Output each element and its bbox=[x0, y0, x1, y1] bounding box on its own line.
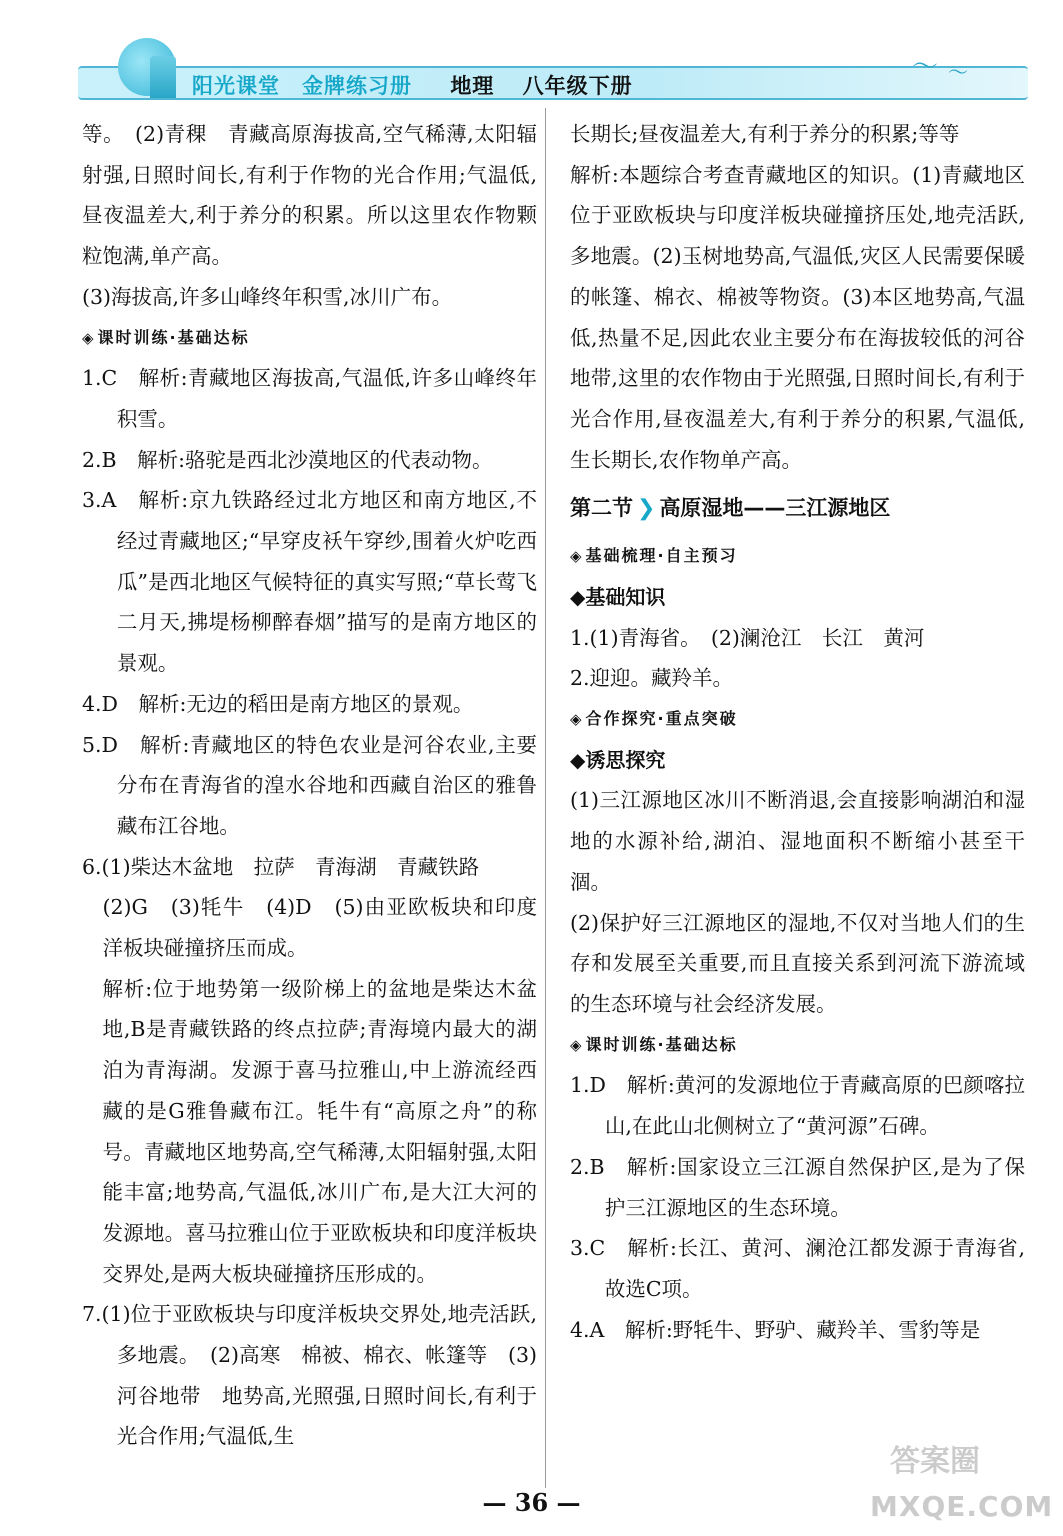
chevron-right-icon: ❯ bbox=[637, 496, 656, 522]
seagull-icon: 〜 bbox=[912, 52, 939, 82]
page-number: — 36 — bbox=[482, 1488, 581, 1517]
answer-item: 1.(1)青海省。 (2)澜沧江 长江 黄河 bbox=[570, 625, 925, 650]
answer-item: 6.(1)柴达木盆地 拉萨 青海湖 青藏铁路 bbox=[82, 854, 480, 879]
brand-title: 阳光课堂 金牌练习册 bbox=[192, 74, 412, 98]
subsection-heading: ◆诱思探究 bbox=[570, 747, 666, 772]
section-bullet-icon: ◈ bbox=[570, 1035, 582, 1054]
answer-item: 2.B 解析:骆驼是西北沙漠地区的代表动物。 bbox=[82, 447, 493, 472]
answer-item: 1.D 解析:黄河的发源地位于青藏高原的巴颜喀拉山,在此山北侧树立了“黄河源”石碑。 bbox=[570, 1073, 1025, 1139]
answer-item: 7.(1)位于亚欧板块与印度洋板块交界处,地壳活跃,多地震。 (2)高寒 棉被、棉衣、帐篷等 (3)河谷地带 地势高,光照强,日照时间长,有利于光合作用;气温低,生 bbox=[82, 1302, 537, 1449]
answer-analysis: 解析:位于地势第一级阶梯上的盆地是柴达木盆地,B是青藏铁路的终点拉萨;青海境内最大的湖泊为青海湖。发源于喜马拉雅山,中上游流经西藏的是G雅鲁藏布江。牦牛有“高原之舟”的称号。青藏地区地势高,空气稀薄,太阳辐射强,太阳能丰富;地势高,气温低,冰川广布,是大江大河的发源地。喜马拉雅山位于亚欧板块和印度洋板块交界处,是两大板块碰撞挤压形成的。 bbox=[102, 976, 537, 1286]
answer-paragraph: (3)海拔高,许多山峰终年积雪,冰川广布。 bbox=[82, 284, 453, 309]
answer-paragraph: (1)三江源地区冰川不断消退,会直接影响湖泊和湿地的水源补给,湖泊、湿地面积不断缩小甚至干涸。 bbox=[570, 788, 1025, 894]
answer-item: 4.A 解析:野牦牛、野驴、藏羚羊、雪豹等是 bbox=[570, 1317, 981, 1342]
subsection-heading: ◆基础知识 bbox=[570, 585, 666, 610]
watermark-logo: 答案圈 bbox=[890, 1444, 980, 1479]
section-heading: ◈ 课时训练·基础达标 bbox=[570, 1034, 738, 1054]
answer-paragraph: 等。 (2)青稞 青藏高原海拔高,空气稀薄,太阳辐射强,日照时间长,有利于作物的光合作用;气温低,昼夜温差大,利于养分的积累。所以这里农作物颗粒饱满,单产高。 bbox=[82, 122, 537, 269]
seagull-icon: 〜 bbox=[948, 60, 968, 84]
column-divider bbox=[545, 108, 546, 1488]
section-heading: ◈ 基础梳理·自主预习 bbox=[570, 546, 738, 566]
answer-item: 5.D 解析:青藏地区的特色农业是河谷农业,主要分布在青海省的湟水谷地和西藏自治区的雅鲁藏布江谷地。 bbox=[82, 732, 537, 838]
answer-continuation: 长期长;昼夜温差大,有利于养分的积累;等等 bbox=[570, 122, 960, 146]
section-bullet-icon: ◈ bbox=[82, 328, 94, 347]
chapter-label: 第二节 bbox=[570, 496, 633, 521]
section-heading: ◈ 课时训练·基础达标 bbox=[82, 327, 250, 347]
chapter-heading bbox=[570, 480, 1025, 536]
subject-label: 地理 bbox=[450, 74, 495, 98]
answer-item: 4.D 解析:无边的稻田是南方地区的景观。 bbox=[82, 691, 474, 716]
section-bullet-icon: ◈ bbox=[570, 547, 582, 566]
left-column bbox=[82, 114, 537, 1457]
header-title bbox=[192, 70, 633, 100]
answer-item: 3.C 解析:长江、黄河、澜沧江都发源于青海省,故选C项。 bbox=[570, 1236, 1025, 1301]
answer-item: 2.B 解析:国家设立三江源自然保护区,是为了保护三江源地区的生态环境。 bbox=[570, 1154, 1025, 1220]
section-bullet-icon: ◈ bbox=[570, 710, 582, 729]
answer-item: 2.迎迎。藏羚羊。 bbox=[570, 666, 734, 691]
answer-item-continuation: (2)G (3)牦牛 (4)D (5)由亚欧板块和印度洋板块碰撞挤压而成。 bbox=[102, 895, 537, 961]
answer-item: 3.A 解析:京九铁路经过北方地区和南方地区,不经过青藏地区;“早穿皮袄午穿纱,围着火炉吃西瓜”是西北地区气候特征的真实写照;“草长莺飞二月天,拂堤杨柳醉春烟”描写的是南方地区的景观。 bbox=[82, 488, 537, 676]
right-column bbox=[570, 114, 1025, 1350]
answer-analysis: 解析:本题综合考查青藏地区的知识。(1)青藏地区位于亚欧板块与印度洋板块碰撞挤压处,地壳活跃,多地震。(2)玉树地势高,气温低,灾区人民需要保暖的帐篷、棉衣、棉被等物资。(3)本区地势高,气温低,热量不足,因此农业主要分布在海拔较低的河谷地带,这里的农作物由于光照强,日照时间长,有利于光合作用,昼夜温差大,有利于养分的积累,气温低,生长期长,农作物单产高。 bbox=[570, 162, 1025, 472]
watermark-url: MXQE.COM bbox=[870, 1490, 1054, 1523]
grade-label: 八年级下册 bbox=[522, 74, 633, 98]
answer-paragraph: (2)保护好三江源地区的湿地,不仅对当地人们的生存和发展至关重要,而且直接关系到河流下游流域的生态环境与社会经济发展。 bbox=[570, 910, 1025, 1016]
answer-item: 1.C 解析:青藏地区海拔高,气温低,许多山峰终年积雪。 bbox=[82, 366, 537, 431]
section-heading: ◈ 合作探究·重点突破 bbox=[570, 709, 738, 729]
tower-decoration-icon bbox=[150, 56, 176, 98]
chapter-title: 高原湿地——三江源地区 bbox=[659, 496, 891, 521]
